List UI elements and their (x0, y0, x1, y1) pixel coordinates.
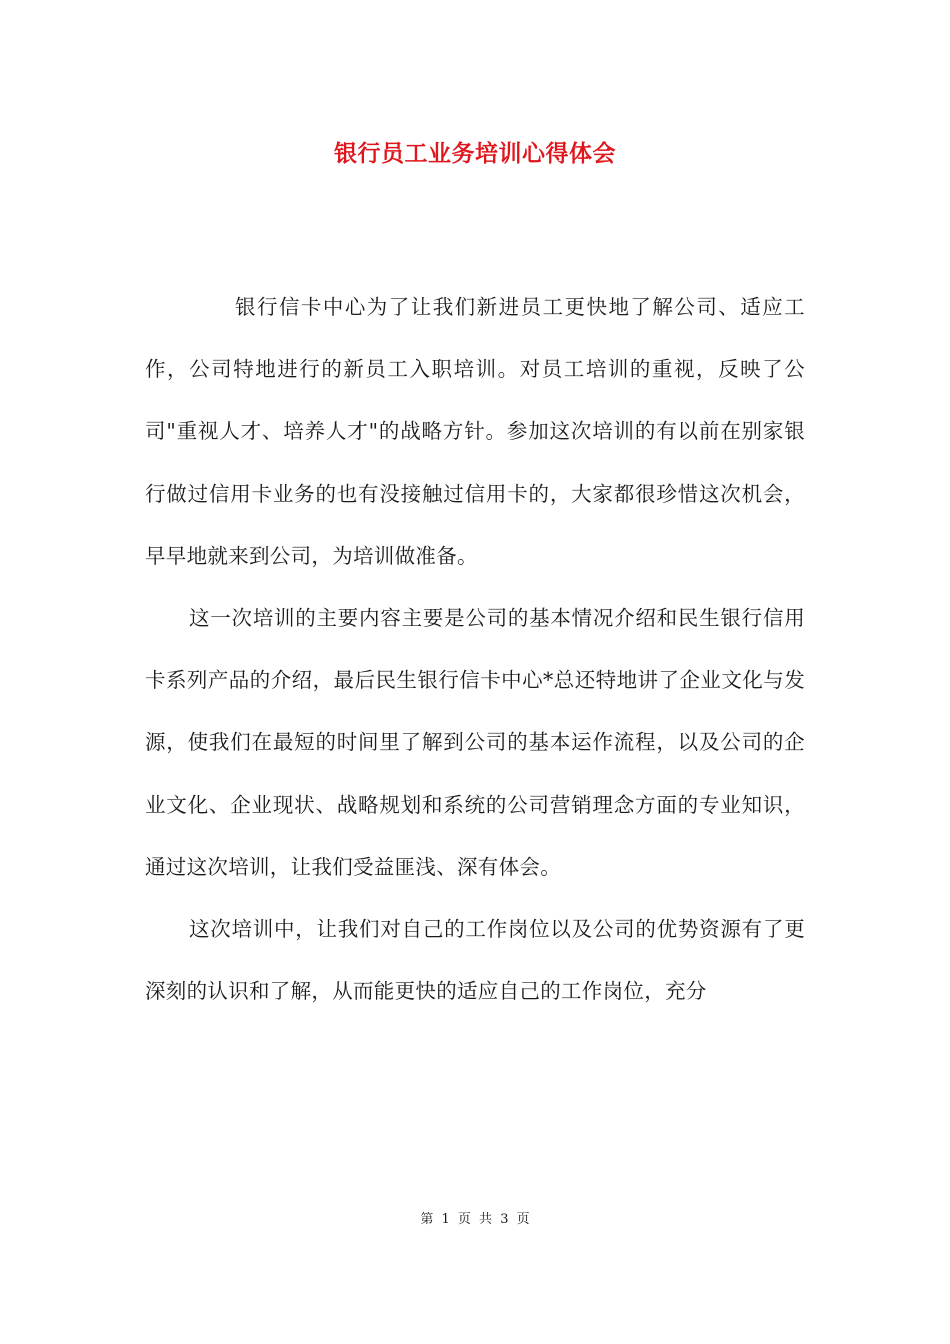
page-number-footer: 第 1 页 共 3 页 (420, 1212, 530, 1227)
document-body (145, 276, 805, 1022)
paragraph-3: 这次培训中，让我们对自己的工作岗位以及公司的优势资源有了更深刻的认识和了解，从而能更快的适应自己的工作岗位，充分 (145, 917, 805, 1004)
paragraph-2: 这一次培训的主要内容主要是公司的基本情况介绍和民生银行信用卡系列产品的介绍，最后民生银行信卡中心*总还特地讲了企业文化与发源，使我们在最短的时间里了解到公司的基本运作流程，以及公司的企业文化、企业现状、战略规划和系统的公司营销理念方面的专业知识，通过这次培训，让我们受益匪浅、深有体会。 (145, 606, 805, 879)
paragraph-1: 银行信卡中心为了让我们新进员工更快地了解公司、适应工作，公司特地进行的新员工入职培训。对员工培训的重视，反映了公司"重视人才、培养人才"的战略方针。参加这次培训的有以前在别家银行做过信用卡业务的也有没接触过信用卡的，大家都很珍惜这次机会，早早地就来到公司，为培训做准备。 (145, 295, 805, 568)
document-title: 银行员工业务培训心得体会 (334, 140, 616, 167)
